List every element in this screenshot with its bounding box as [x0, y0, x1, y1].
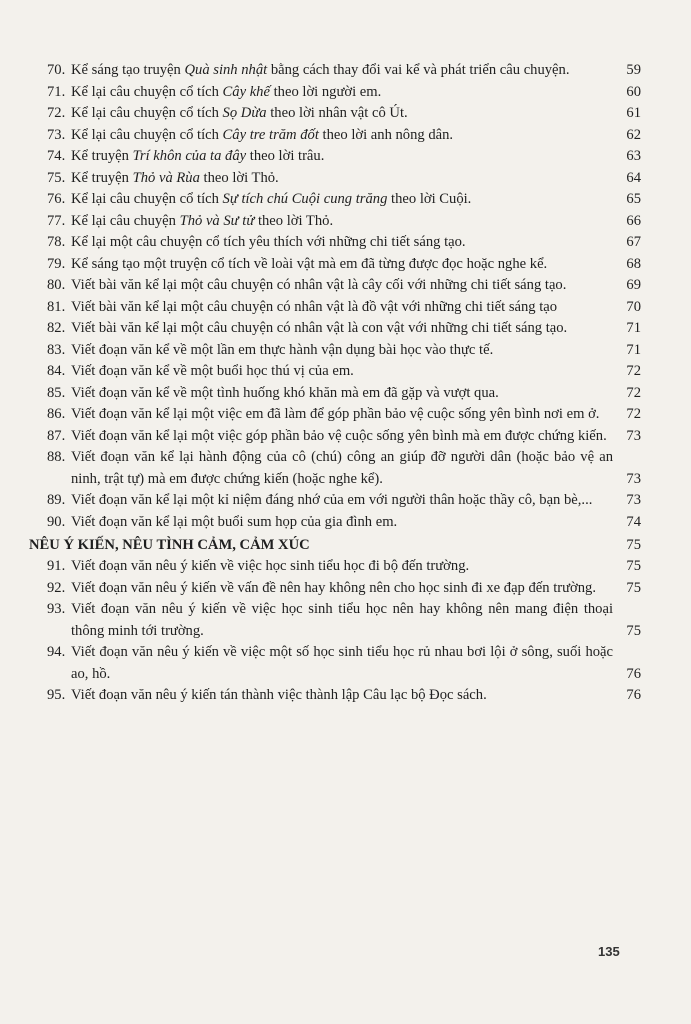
entry-page-number: 72 [626, 384, 641, 401]
entry-number: 95. [47, 687, 66, 703]
entry-title-part: Kể truyện [71, 148, 133, 164]
entry-number: 70. [47, 62, 66, 78]
entry-title-italic: Trí khôn của ta đây [132, 148, 247, 164]
entry-page-number: 59 [626, 62, 641, 78]
toc-entry [47, 318, 647, 340]
entry-title-part: Viết bài văn kể lại một câu chuyện có nhân vật là đồ vật với những chi tiết sáng tạo [71, 298, 558, 315]
entry-page-number: 71 [626, 341, 641, 358]
entry-title [71, 599, 613, 642]
entry-title-part: Viết đoạn văn kể lại hành động của cô (chú) công an giúp đỡ người dân (hoặc bảo vệ an ninh, trật tự) mà em được chứng kiến (hoặc nghe kể). [71, 449, 613, 487]
page-number: 135 [598, 944, 620, 959]
toc-entry [47, 426, 647, 448]
entry-title-part: Kể lại câu chuyện cổ tích [71, 191, 223, 207]
entry-title [71, 642, 613, 685]
entry-title-part: Viết đoạn văn kể về một lần em thực hành vận dụng bài học vào thực tế. [71, 341, 494, 358]
toc-list-opinion [47, 556, 647, 707]
entry-page-number: 66 [626, 212, 641, 229]
entry-page-number: 75 [626, 622, 641, 639]
entry-title [71, 103, 613, 125]
entry-title [71, 556, 613, 578]
entry-title-italic: Cây khế [222, 83, 270, 100]
entry-title [71, 125, 613, 147]
toc-entry [47, 275, 647, 297]
entry-page-number: 68 [626, 255, 641, 272]
entry-title-part: Kể lại một câu chuyện cổ tích yêu thích với những chi tiết sáng tạo. [71, 234, 466, 250]
toc-entry [47, 82, 647, 104]
entry-number: 79. [47, 255, 66, 272]
entry-number: 74. [47, 148, 66, 164]
toc-entry [47, 211, 647, 233]
entry-title-part: Viết đoạn văn nêu ý kiến tán thành việc thành lập Câu lạc bộ Đọc sách. [71, 687, 487, 703]
toc-entry [47, 60, 647, 82]
entry-title [71, 318, 613, 340]
entry-page-number: 63 [626, 148, 641, 164]
entry-title-part: theo lời Thỏ. [254, 212, 334, 229]
entry-title [71, 275, 613, 297]
entry-title-part: theo lời anh nông dân. [318, 126, 454, 143]
entry-title [71, 512, 613, 534]
entry-title [71, 361, 613, 383]
entry-title-part: Kể lại câu chuyện cổ tích [71, 105, 223, 121]
entry-title-part: theo lời trâu. [246, 148, 325, 164]
entry-page-number: 70 [626, 298, 641, 315]
entry-title-part: bằng cách thay đổi vai kể và phát triển câu chuyện. [267, 62, 570, 78]
entry-number: 85. [47, 384, 66, 401]
toc-entry [47, 383, 647, 405]
entry-number: 73. [47, 126, 66, 143]
entry-title [71, 168, 613, 190]
entry-page-number: 64 [626, 169, 641, 186]
table-of-contents [29, 60, 647, 707]
toc-entry [47, 685, 647, 707]
toc-section-heading [29, 534, 647, 556]
entry-title-part: Viết đoạn văn nêu ý kiến về việc học sinh tiểu học đi bộ đến trường. [71, 558, 470, 574]
entry-title-part: Viết đoạn văn kể lại một kỉ niệm đáng nhớ của em với người thân hoặc thầy cô, bạn bè,... [71, 492, 593, 508]
entry-number: 91. [47, 558, 66, 574]
toc-entry [47, 578, 647, 600]
entry-title-italic: Quà sinh nhật [184, 62, 268, 78]
entry-page-number: 76 [626, 665, 641, 682]
entry-title-part: theo lời Thỏ. [199, 169, 279, 186]
entry-number: 75. [47, 169, 66, 186]
entry-title [71, 146, 613, 168]
entry-page-number: 72 [626, 363, 641, 379]
entry-title-part: Viết bài văn kể lại một câu chuyện có nhân vật là cây cối với những chi tiết sáng tạo. [71, 277, 567, 293]
entry-title-part: Kể lại câu chuyện cổ tích [71, 126, 223, 143]
entry-page-number: 73 [626, 492, 641, 508]
toc-entry [47, 556, 647, 578]
entry-title [71, 490, 613, 512]
entry-title-italic: Cây tre trăm đốt [222, 126, 319, 143]
entry-title-part: Kể lại câu chuyện cổ tích [71, 83, 223, 100]
entry-title-italic: Thỏ và Rùa [132, 169, 200, 186]
entry-number: 86. [47, 406, 66, 422]
entry-title-part: Kể lại câu chuyện [71, 212, 180, 229]
entry-title-part: Viết đoạn văn kể về một buổi học thú vị của em. [71, 363, 354, 379]
entry-page-number: 76 [626, 687, 641, 703]
entry-title-italic: Sự tích chú Cuội cung trăng [222, 191, 388, 207]
entry-title-italic: Sọ Dừa [222, 105, 267, 121]
section-title: NÊU Ý KIẾN, NÊU TÌNH CẢM, CẢM XÚC [29, 537, 310, 553]
entry-number: 71. [47, 83, 66, 100]
toc-entry [47, 447, 647, 490]
entry-page-number: 75 [626, 558, 641, 574]
toc-entry [47, 125, 647, 147]
entry-page-number: 74 [626, 513, 641, 530]
entry-page-number: 75 [626, 579, 641, 596]
entry-page-number: 73 [626, 427, 641, 444]
entry-title [71, 426, 613, 448]
section-page-number: 75 [626, 537, 641, 553]
entry-number: 77. [47, 212, 66, 229]
entry-title [71, 232, 613, 254]
entry-number: 92. [47, 579, 66, 596]
entry-page-number: 69 [626, 277, 641, 293]
entry-number: 93. [47, 601, 66, 617]
entry-title [71, 340, 613, 362]
entry-title-part: theo lời nhân vật cô Út. [266, 105, 408, 121]
entry-page-number: 61 [626, 105, 641, 121]
entry-number: 94. [47, 644, 66, 660]
entry-number: 88. [47, 449, 66, 465]
entry-number: 82. [47, 320, 66, 336]
entry-title-part: Kể sáng tạo một truyện cổ tích về loài vật mà em đã từng được đọc hoặc nghe kể. [71, 255, 548, 272]
entry-title-part: Kể truyện [71, 169, 133, 186]
toc-entry [47, 490, 647, 512]
entry-number: 76. [47, 191, 66, 207]
entry-title-part: Viết bài văn kể lại một câu chuyện có nhân vật là con vật với những chi tiết sáng tạo. [71, 320, 568, 336]
toc-entry [47, 146, 647, 168]
entry-number: 80. [47, 277, 66, 293]
toc-entry [47, 642, 647, 685]
toc-entry [47, 254, 647, 276]
entry-page-number: 60 [626, 83, 641, 100]
entry-title-part: Viết đoạn văn kể lại một việc em đã làm để góp phần bảo vệ cuộc sống yên bình nơi em ở. [71, 406, 600, 422]
toc-entry [47, 512, 647, 534]
entry-page-number: 62 [626, 126, 641, 143]
entry-title-part: Viết đoạn văn nêu ý kiến về việc học sinh tiểu học nên hay không nên mang điện thoại thông minh tới trường. [71, 601, 613, 639]
entry-title [71, 447, 613, 490]
entry-title-part: theo lời người em. [269, 83, 382, 100]
toc-entry [47, 297, 647, 319]
entry-title [71, 383, 613, 405]
entry-title-part: Viết đoạn văn kể lại một buổi sum họp của gia đình em. [71, 513, 398, 530]
toc-entry [47, 232, 647, 254]
entry-title-part: Viết đoạn văn nêu ý kiến về việc một số học sinh tiểu học rủ nhau bơi lội ở sông, suối hoặc ao, hồ. [71, 644, 613, 682]
entry-title [71, 297, 613, 319]
entry-number: 78. [47, 234, 66, 250]
entry-title [71, 211, 613, 233]
toc-entry [47, 189, 647, 211]
entry-title [71, 254, 613, 276]
entry-number: 89. [47, 492, 66, 508]
entry-number: 87. [47, 427, 66, 444]
toc-entry [47, 404, 647, 426]
toc-entry [47, 340, 647, 362]
entry-number: 81. [47, 298, 66, 315]
entry-title-part: Kể sáng tạo truyện [71, 62, 185, 78]
entry-title-part: Viết đoạn văn nêu ý kiến về vấn đề nên hay không nên cho học sinh đi xe đạp đến trường. [71, 579, 596, 596]
entry-number: 84. [47, 363, 66, 379]
entry-title [71, 82, 613, 104]
entry-title-part: theo lời Cuội. [387, 191, 472, 207]
entry-title [71, 404, 613, 426]
entry-number: 90. [47, 513, 66, 530]
entry-title-part: Viết đoạn văn kể về một tình huống khó khăn mà em đã gặp và vượt qua. [71, 384, 499, 401]
entry-title [71, 685, 613, 707]
entry-number: 83. [47, 341, 66, 358]
toc-entry [47, 599, 647, 642]
entry-title [71, 578, 613, 600]
entry-title-italic: Thỏ và Sư tử [179, 212, 255, 229]
entry-page-number: 72 [626, 406, 641, 422]
entry-page-number: 73 [626, 470, 641, 487]
entry-title [71, 189, 613, 211]
toc-list-narration [47, 60, 647, 533]
entry-page-number: 71 [626, 320, 641, 336]
entry-number: 72. [47, 105, 66, 121]
entry-title-part: Viết đoạn văn kể lại một việc góp phần bảo vệ cuộc sống yên bình mà em được chứng kiến. [71, 427, 607, 444]
entry-page-number: 67 [626, 234, 641, 250]
toc-entry [47, 168, 647, 190]
toc-entry [47, 361, 647, 383]
toc-entry [47, 103, 647, 125]
entry-page-number: 65 [626, 191, 641, 207]
entry-title [71, 60, 613, 82]
